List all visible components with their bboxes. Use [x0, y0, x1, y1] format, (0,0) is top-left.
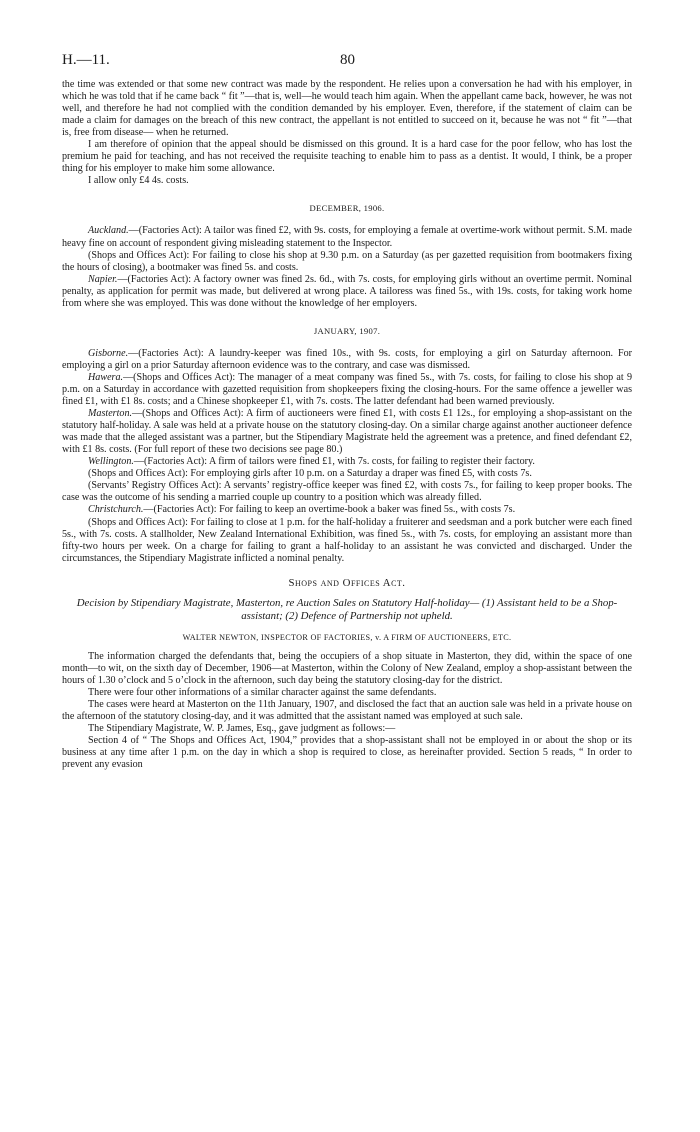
- court-entry: [62, 348, 632, 372]
- judgment-paragraph: The information charged the defendants that, being the occupiers of a shop situate in Masterton, they did, within the space of one month—to wit, on the sixth day of December, 1906—at Masterton, within the Colony of New Zealand, employ a shop-assistant between the hours of 1.30 o’clock and 5 o’clock in the afternoon, such day being the statutory closing-day for the district.: [62, 650, 632, 686]
- december-heading: DECEMBER, 1906.: [309, 203, 385, 214]
- intro-paragraph: I am therefore of opinion that the appeal should be dismissed on this ground. It is a hard case for the poor fellow, who has lost the premium he paid for teaching, and has not received the requisite teaching to enable him to pass as a dentist. It would, I think, be a proper thing for his employer to make him some allowance.: [62, 139, 632, 175]
- place-name: Masterton.: [88, 408, 133, 420]
- january-heading: JANUARY, 1907.: [313, 325, 381, 336]
- entry-text: —(Shops and Offices Act): A firm of auctioneers were fined £1, with costs £1 12s., for employing a shop-assistant on the statutory half-holiday. A sale was held at a private house on the statutory closing-day. On a similar charge against another auctioneer defence was made that the alleged assistant was a partner, but the Stipendiary Magistrate held the agreement was a pretence, and fined defendant £2, with £1 8s. costs. (For full report of these two decisions see page 80.): [62, 408, 632, 456]
- page-number: 80: [340, 52, 355, 68]
- place-name: Napier.: [88, 273, 118, 285]
- intro-paragraph: the time was extended or that some new contract was made by the respondent. He relies upon a conversation he had with his employer, in which he was told that if he came back “ fit ”—that is, well—he would teach him again. When the appellant came back, however, he was not well, and therefore he had not complied with the condition demanded by his employer. Even, therefore, if the statement of claim can be made a claim for damages on the breach of this new contract, the appellant is not entitled to succeed on it, because he was not “ fit ”—that is, free from disease— when he returned.: [62, 79, 632, 139]
- entry-text: (Shops and Offices Act): For failing to close his shop at 9.30 p.m. on a Saturday (as per gazetted requisition from bootmakers fixing the hours of closing), a bootmaker was fined 5s. and costs.: [62, 249, 632, 273]
- place-name: Gisborne.: [88, 347, 129, 359]
- intro-paragraph: I allow only £4 4s. costs.: [88, 175, 189, 187]
- judgment-paragraph: Section 4 of “ The Shops and Offices Act, 1904,” provides that a shop-assistant shall not be employed in or about the shop or its business at any time after 1 p.m. on the day in which a shop is required to close, as hereinafter provided. Section 5 reads, “ In order to prevent any evasion: [62, 735, 632, 771]
- page-header: [62, 52, 632, 72]
- entry-text: —(Factories Act): For failing to keep an overtime-book a baker was fined 5s., with costs 7s.: [143, 504, 516, 516]
- entry-text: —(Factories Act): A laundry-keeper was fined 10s., with 9s. costs, for employing a girl on Saturday afternoon. For employing a girl on a prior Saturday afternoon evidence was to the contrary, and case was dismissed.: [62, 347, 632, 371]
- court-entry: [62, 372, 632, 408]
- place-name: Auckland.: [88, 225, 129, 237]
- entry-text: —(Factories Act): A firm of tailors were fined £1, with 7s. costs, for failing to register their factory.: [133, 456, 535, 468]
- court-entry: [62, 225, 632, 249]
- entry-text: (Shops and Offices Act): For employing girls after 10 p.m. on a Saturday a draper was fined £5, with costs 7s.: [88, 468, 532, 480]
- judgment-paragraph: The Stipendiary Magistrate, W. P. James, Esq., gave judgment as follows:—: [88, 723, 396, 735]
- court-entry: [62, 274, 632, 310]
- place-name: Hawera.: [88, 371, 124, 383]
- court-entry: [62, 250, 632, 274]
- case-title: WALTER NEWTON, INSPECTOR OF FACTORIES, v. A FIRM OF AUCTIONEERS, ETC.: [182, 632, 512, 642]
- place-name: Wellington.: [88, 456, 134, 468]
- decision-heading: Decision by Stipendiary Magistrate, Masterton, re Auction Sales on Statutory Half-holiday— (1) Assistant held to be a Shop-assistant; (2) Defence of Partnership not upheld.: [76, 596, 618, 622]
- entry-text: —(Factories Act): A factory owner was fined 2s. 6d., with 7s. costs, for employing girls without an overtime permit. Nominal penalty, as application for permit was made, but delivered at wrong place. A tailoress was fined 5s., with 19s. costs, for taking work home from where she was employed. This was done without the knowledge of her employers.: [62, 273, 632, 309]
- judgment-paragraph: There were four other informations of a similar character against the same defendants.: [88, 686, 437, 698]
- judgment-paragraph: The cases were heard at Masterton on the 11th January, 1907, and disclosed the fact that an auction sale was held in a private house on the afternoon of the statutory closing-day, and it was admitted that the assistant named was employed at such sale.: [62, 698, 632, 723]
- court-entry: [62, 468, 632, 480]
- section-title: Shops and Offices Act.: [288, 576, 406, 589]
- entry-text: (Servants’ Registry Offices Act): A servants’ registry-office keeper was fined £2, with costs 7s., for failing to keep proper books. The case was the outcome of his sending a married couple up country to a position which was already filled.: [62, 480, 632, 504]
- court-entry: [62, 480, 632, 504]
- court-entry: [62, 504, 632, 516]
- entry-text: (Shops and Offices Act): For failing to close at 1 p.m. for the half-holiday a fruiterer and seedsman and a pork butcher were each fined 5s., with 7s. costs. A stallholder, New Zealand International Exhibition, was fined 5s., with 7s. costs, for employing an assistant more than fifty-two hours per week. On a charge for failing to grant a half-holiday to an assistant he was convicted and discharged. Under the circumstances, the Stipendiary Magistrate inflicted a nominal penalty.: [62, 516, 632, 564]
- court-entry: [62, 517, 632, 565]
- court-entry: [62, 456, 632, 468]
- entry-text: —(Shops and Offices Act): The manager of a meat company was fined 5s., with 7s. costs, for failing to close his shop at 9 p.m. on a Saturday in accordance with gazetted requisition from shopkeepers fixing the closing-hours. For the same offence a jeweller was fined £1, with £1 8s. costs; and a Chinese shopkeeper £1, with 7s. costs. The latter defendant had been warned previously.: [62, 371, 632, 408]
- court-entry: [62, 408, 632, 456]
- report-reference: H.—11.: [62, 52, 110, 68]
- entry-text: —(Factories Act): A tailor was fined £2, with 9s. costs, for employing a female at overtime-work without permit. S.M. made heavy fine on account of respondent giving misleading statement to the Inspector.: [62, 225, 632, 249]
- page-body: [62, 79, 632, 771]
- place-name: Christchurch.: [88, 504, 144, 516]
